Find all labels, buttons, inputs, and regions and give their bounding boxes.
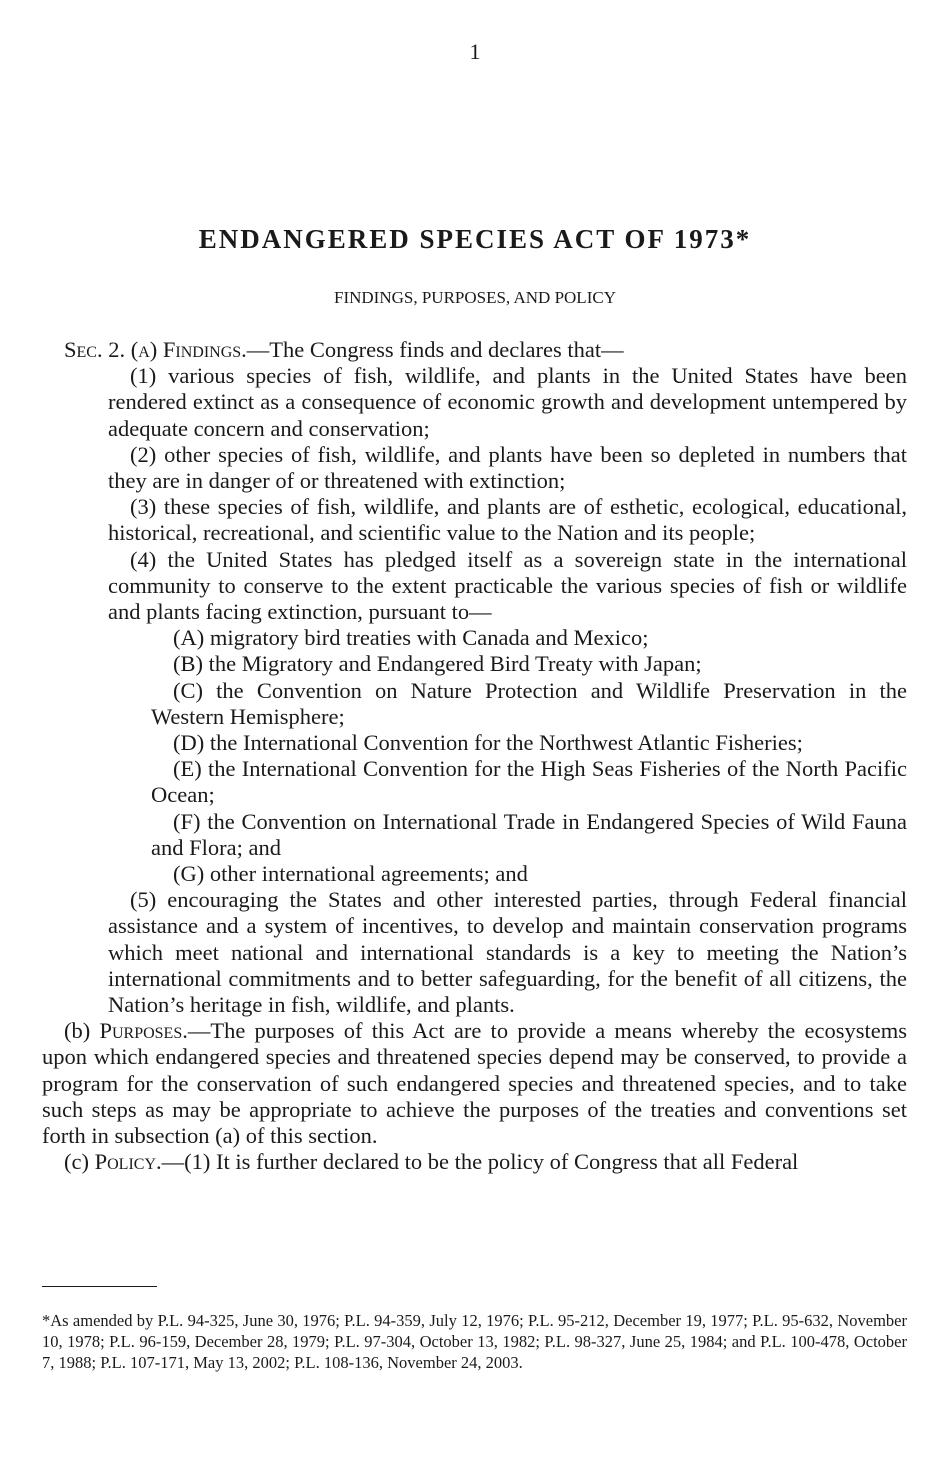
- footnote: [42, 1310, 907, 1373]
- act-body: [42, 337, 907, 1176]
- convention-subitem: (E) the International Convention for the High Seas Fisheries of the North Pacific Ocean;: [151, 756, 907, 808]
- section-heading: FINDINGS, PURPOSES, AND POLICY: [334, 288, 616, 307]
- findings-heading: Findings.: [162, 337, 247, 362]
- policy-text: —(1) It is further declared to be the policy of Congress that all Federal: [161, 1149, 799, 1175]
- section-label: Sec. 2. (a): [64, 337, 163, 362]
- act-title: ENDANGERED SPECIES ACT OF 1973*: [198, 224, 752, 254]
- convention-subitem: (A) migratory bird treaties with Canada and Mexico;: [173, 625, 649, 651]
- page-number: 1: [469, 39, 481, 64]
- policy-paragraph: [42, 1149, 907, 1175]
- purposes-label: (b): [64, 1018, 100, 1044]
- policy-label: (c): [64, 1149, 95, 1175]
- convention-subitem: (D) the International Convention for the Northwest Atlantic Fisheries;: [173, 730, 803, 756]
- finding-item: (4) the United States has pledged itself as a sovereign state in the international community to conserve to the extent practicable the various species of fish or wildlife and plants facing extinction, pursuant to—: [108, 546, 907, 625]
- convention-subitem: (C) the Convention on Nature Protection and Wildlife Preservation in the Western Hemisphere;: [151, 677, 907, 729]
- findings-intro: —The Congress finds and declares that—: [246, 337, 624, 362]
- footnote-text: *As amended by P.L. 94-325, June 30, 1976; P.L. 94-359, July 12, 1976; P.L. 95-212, December 19, 1977; P.L. 95-632, November 10, 1978; P.L. 96-159, December 28, 1979; P.L. 97-304, October 13, 1982; P.L. 98-327, June 25, 1984; and P.L. 100-478, October 7, 1988; P.L. 107-171, May 13, 2002; P.L. 108-136, November 24, 2003.: [42, 1311, 907, 1372]
- policy-heading: Policy.: [94, 1149, 162, 1175]
- purposes-text: —The purposes of this Act are to provide a means whereby the ecosystems upon which endangered species and threatened species depend may be conserved, to provide a program for the conservation of such endangered species and threatened species, and to take such steps as may be appropriate to achieve the purposes of the treaties and conventions set forth in subsection (a) of this section.: [42, 1018, 907, 1149]
- finding-item: (5) encouraging the States and other interested parties, through Federal financial assistance and a system of incentives, to develop and maintain conservation programs which meet national and international standards is a key to meeting the Nation’s international commitments and to better safeguarding, for the benefit of all citizens, the Nation’s heritage in fish, wildlife, and plants.: [108, 887, 907, 1018]
- footnote-divider: [42, 1286, 157, 1287]
- sec2-findings-line: [42, 337, 907, 363]
- convention-subitem: (F) the Convention on International Trade in Endangered Species of Wild Fauna and Flora; and: [151, 808, 907, 860]
- purposes-heading: Purposes.: [99, 1018, 188, 1044]
- convention-subitem: (B) the Migratory and Endangered Bird Treaty with Japan;: [173, 651, 702, 677]
- finding-item: (3) these species of fish, wildlife, and plants are of esthetic, ecological, educational, historical, recreational, and scientific value to the Nation and its people;: [108, 494, 907, 546]
- purposes-paragraph: [42, 1018, 907, 1149]
- finding-item: (2) other species of fish, wildlife, and plants have been so depleted in numbers that they are in danger of or threatened with extinction;: [108, 441, 907, 494]
- convention-subitem: (G) other international agreements; and: [173, 861, 528, 887]
- finding-item: (1) various species of fish, wildlife, and plants in the United States have been rendered extinct as a consequence of economic growth and development untempered by adequate concern and conservation;: [108, 363, 907, 441]
